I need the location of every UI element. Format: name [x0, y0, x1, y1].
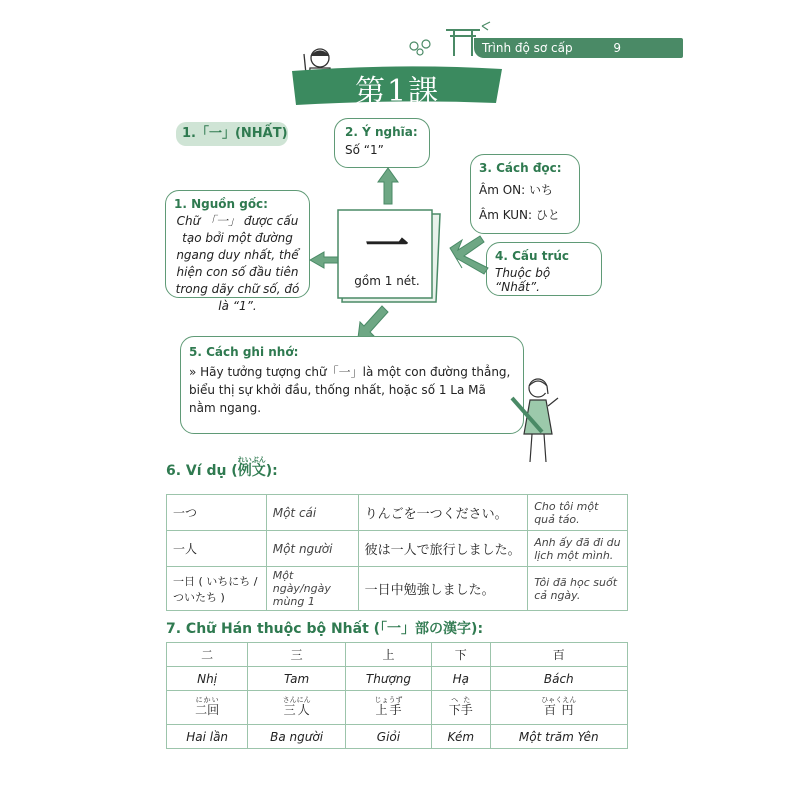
related-furigana: へた	[448, 695, 473, 704]
related-furigana: にかい	[195, 695, 220, 704]
example-sentence: 彼は一人で旅行しました。	[358, 531, 528, 567]
related-kanji: 上	[345, 643, 431, 667]
table-row	[167, 725, 628, 749]
header-bar	[474, 38, 683, 58]
example-translation: Cho tôi một quả táo.	[528, 495, 628, 531]
example-meaning: Một ngày/ngày mùng 1	[266, 567, 358, 611]
related-word-meaning: Một trăm Yên	[490, 725, 627, 749]
reading-kun: Âm KUN: ひと	[479, 208, 560, 222]
example-sentence: りんごを一つください。	[358, 495, 528, 531]
related-kanji: 二	[167, 643, 248, 667]
related-word: 上手	[374, 702, 403, 717]
examples-table	[166, 494, 628, 611]
example-translation: Tôi đã học suốt cả ngày.	[528, 567, 628, 611]
arrow-right-fork	[450, 236, 488, 274]
structure-text: Thuộc bộ “Nhất”.	[495, 266, 551, 294]
girl-with-pencil-illustration	[508, 376, 568, 468]
memo-text: » Hãy tưởng tượng chữ「一」là một con đường thẳng, biểu thị sự khởi đầu, thống nhất, hoặc số 1 La Mã nằm ngang.	[189, 365, 511, 415]
related-furigana: ひゃくえん	[541, 695, 577, 704]
related-word: 下手	[448, 702, 473, 717]
related-reading: Tam	[248, 667, 346, 691]
related-reading: Hạ	[432, 667, 491, 691]
example-word: 一つ	[167, 495, 267, 531]
related-word-meaning: Kém	[432, 725, 491, 749]
related-reading: Bách	[490, 667, 627, 691]
origin-heading: 1. Nguồn gốc:	[174, 197, 268, 211]
example-translation: Anh ấy đã đi du lịch một mình.	[528, 531, 628, 567]
related-word: 二回	[195, 702, 220, 717]
related-word-meaning: Hai lần	[167, 725, 248, 749]
examples-title-furigana: れいぶん	[237, 456, 266, 464]
memo-box	[180, 336, 524, 434]
related-furigana: じょうず	[374, 695, 403, 704]
related-word-meaning: Ba người	[248, 725, 346, 749]
example-sentence: 一日中勉強しました。	[358, 567, 528, 611]
table-row	[167, 667, 628, 691]
related-reading: Nhị	[167, 667, 248, 691]
origin-box	[165, 190, 310, 313]
meaning-heading: 2. Ý nghĩa:	[345, 125, 418, 139]
related-furigana: さんにん	[282, 695, 311, 704]
lesson-title: 第1課	[355, 74, 441, 109]
examples-title-suffix: ):	[265, 463, 278, 479]
kanji-stroke-caption: gồm 1 nét.	[354, 274, 420, 288]
related-word: 三人	[282, 702, 311, 717]
arrow-up	[378, 168, 398, 204]
table-row	[167, 531, 628, 567]
examples-title-prefix: 6. Ví dụ (	[166, 463, 238, 479]
origin-text: Chữ 「一」 được cấu tạo bởi một đường ngang duy nhất, thể hiện con số đầu tiên trong dãy chữ số, đó là “1”.	[175, 214, 300, 313]
related-kanji: 三	[248, 643, 346, 667]
main-kanji: 一	[365, 221, 409, 272]
related-kanji-table	[166, 642, 628, 749]
related-kanji: 下	[432, 643, 491, 667]
structure-box	[486, 242, 602, 296]
related-kanji: 百	[490, 643, 627, 667]
structure-heading: 4. Cấu trúc	[495, 249, 570, 263]
example-word: 一日 ( いちにち / ついたち )	[167, 567, 267, 611]
character-tag: 1.「一」(NHẤT)	[176, 122, 288, 146]
related-kanji-title: 7. Chữ Hán thuộc bộ Nhất (「一」部の漢字):	[166, 621, 484, 637]
examples-title	[166, 456, 278, 480]
table-row	[167, 643, 628, 667]
example-meaning: Một người	[266, 531, 358, 567]
memo-heading: 5. Cách ghi nhớ:	[189, 345, 299, 359]
level-label: Trình độ sơ cấp	[482, 41, 573, 55]
meaning-text: Số “1”	[345, 143, 384, 157]
reading-heading: 3. Cách đọc:	[479, 161, 562, 175]
examples-title-word: 例文	[237, 463, 266, 479]
table-row	[167, 567, 628, 611]
related-word-meaning: Giỏi	[345, 725, 431, 749]
table-row	[167, 495, 628, 531]
related-word: 百円	[541, 702, 577, 717]
arrow-down	[358, 306, 388, 338]
related-reading: Thượng	[345, 667, 431, 691]
page-number: 9	[613, 41, 621, 55]
table-row	[167, 691, 628, 725]
example-word: 一人	[167, 531, 267, 567]
reading-on: Âm ON: いち	[479, 183, 553, 197]
example-meaning: Một cái	[266, 495, 358, 531]
